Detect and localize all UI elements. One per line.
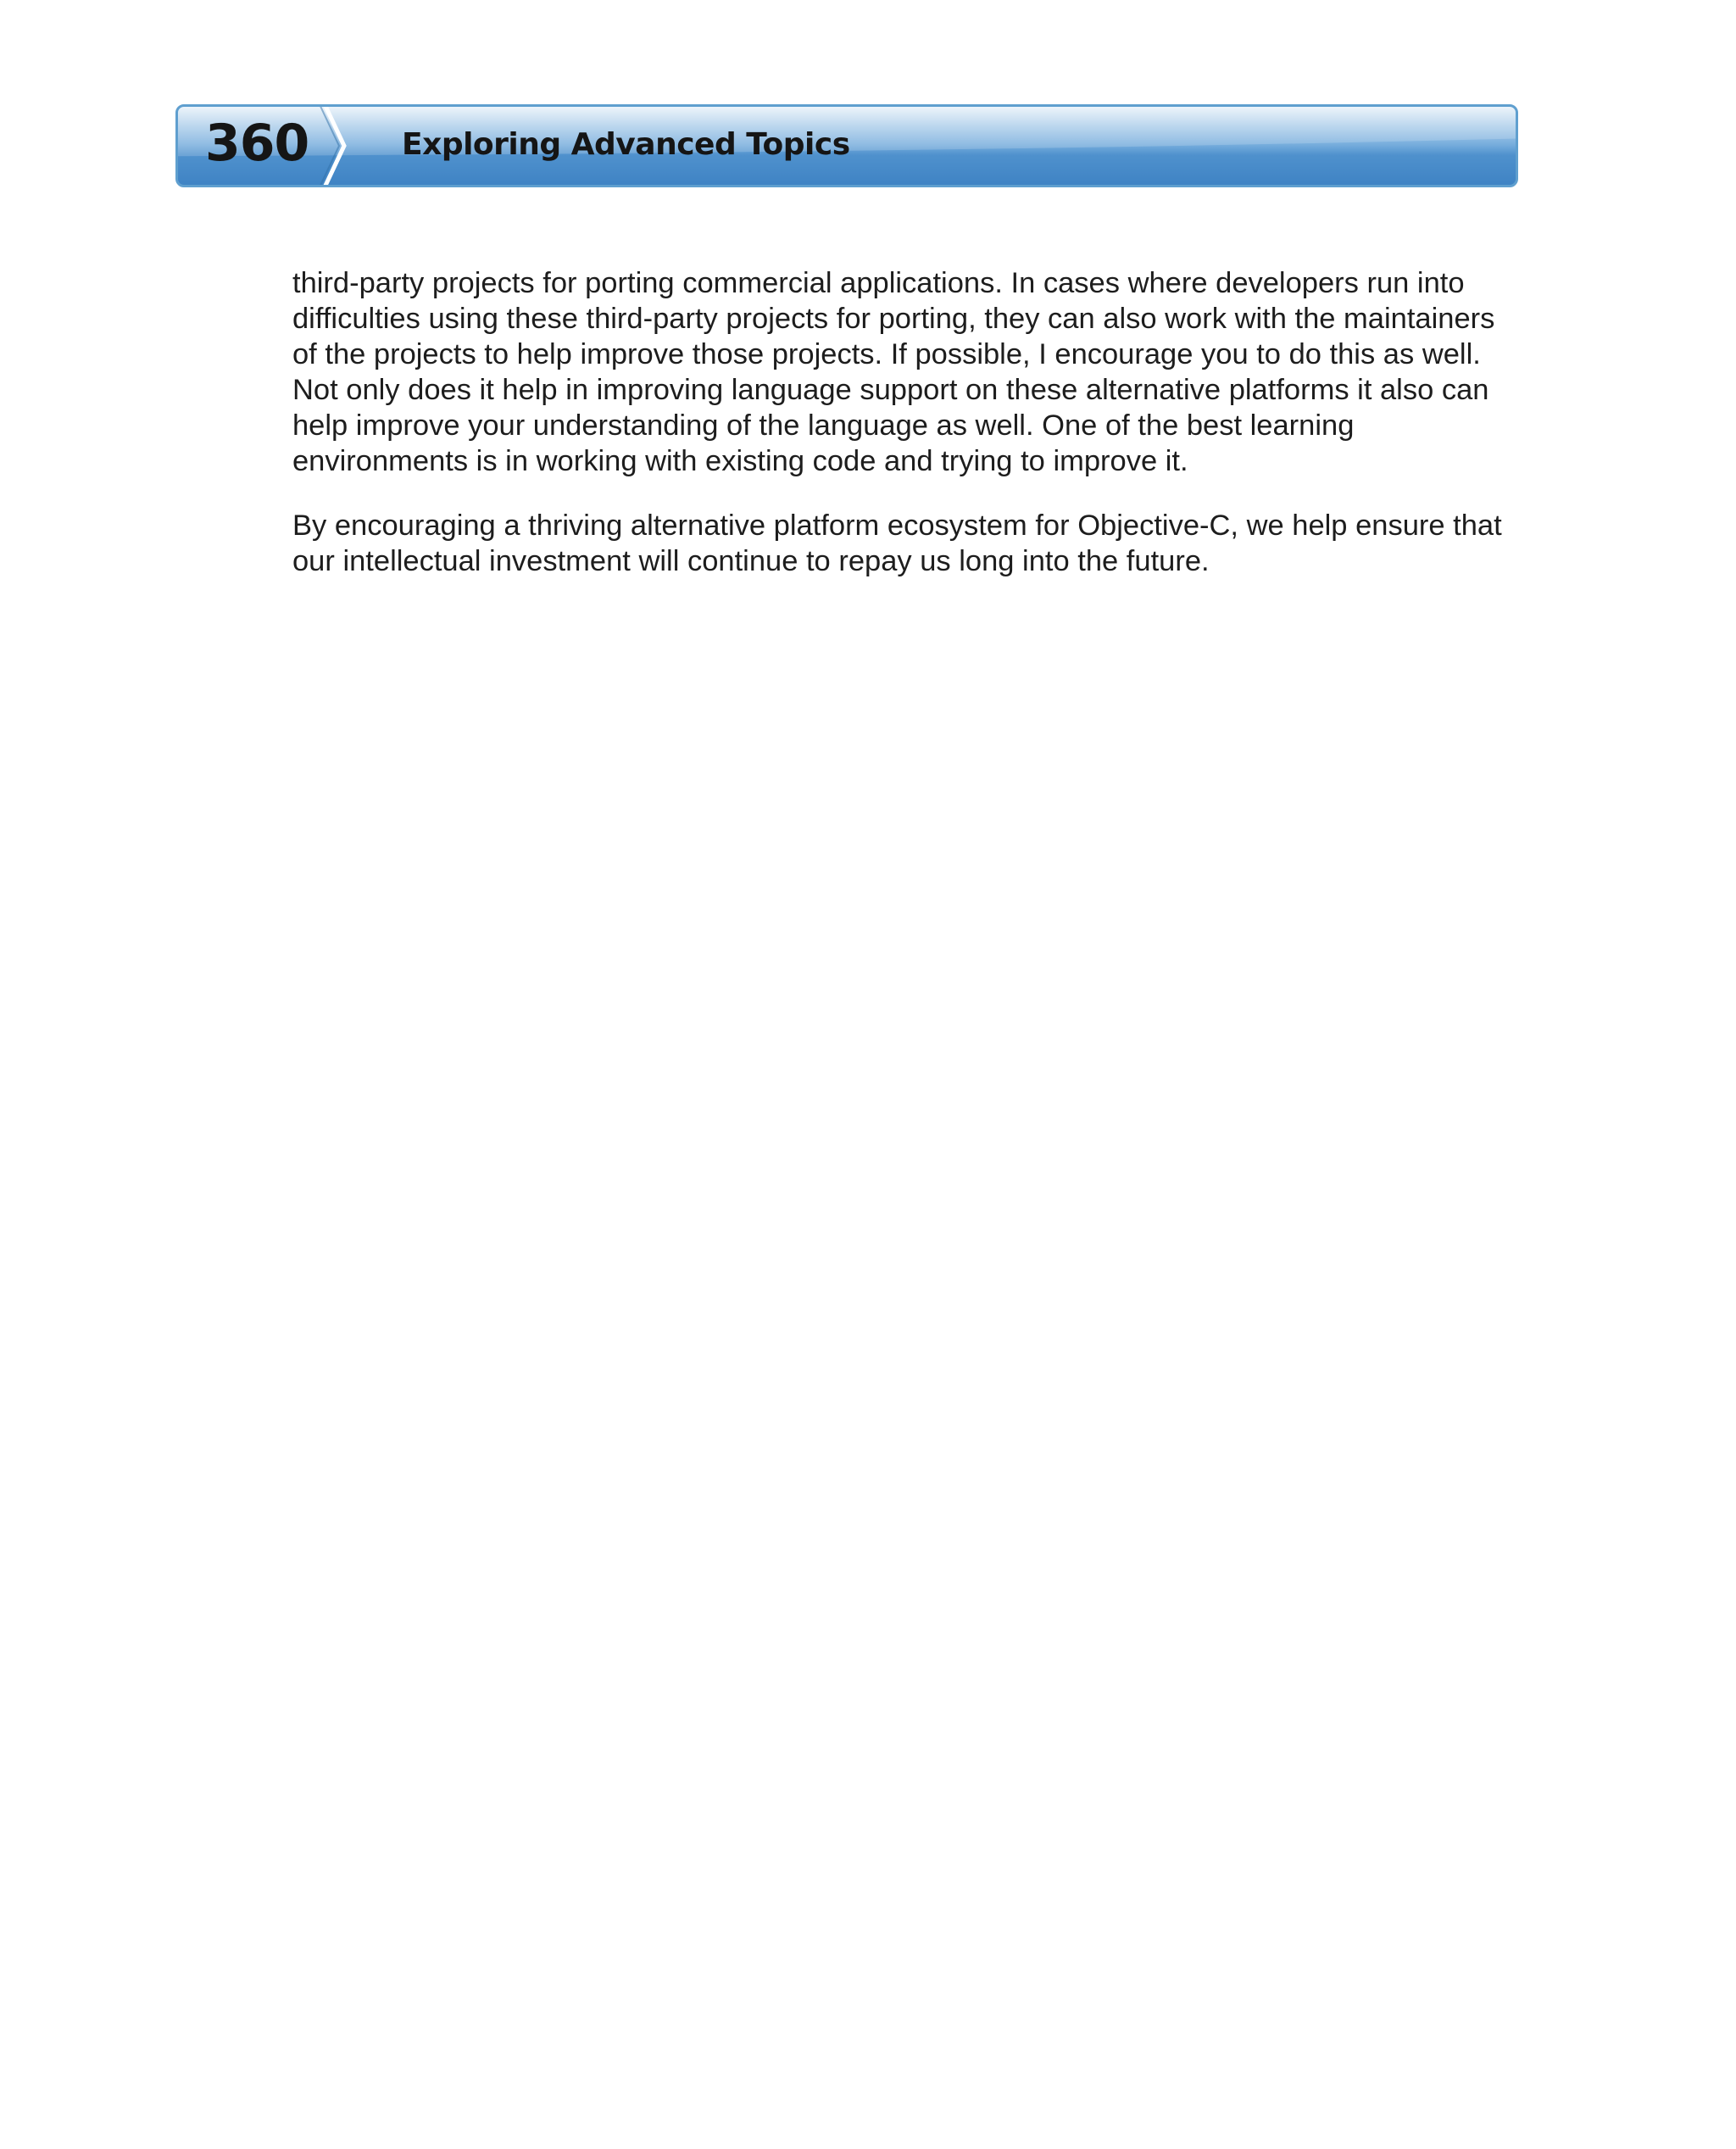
paragraph: By encouraging a thriving alternative platform ecosystem for Objective-C, we help ensure that our intellectual investment will continue to repay us long into the future.	[292, 509, 1502, 577]
body-text	[292, 265, 1526, 608]
chapter-title: Exploring Advanced Topics	[402, 127, 850, 162]
paragraph: third-party projects for porting commercial applications. In cases where developers run into difficulties using these third-party projects for porting, they can also work with the maintainers of the projects to help improve those projects. If possible, I encourage you to do this as well. Not only does it help in improving language support on these alternative platforms it also can help improve your understanding of the language as well. One of the best learning environments is in working with existing code and trying to improve it.	[292, 267, 1495, 477]
running-header	[175, 104, 1518, 187]
page-number: 360	[205, 114, 309, 173]
chevron-divider-icon	[314, 104, 348, 187]
